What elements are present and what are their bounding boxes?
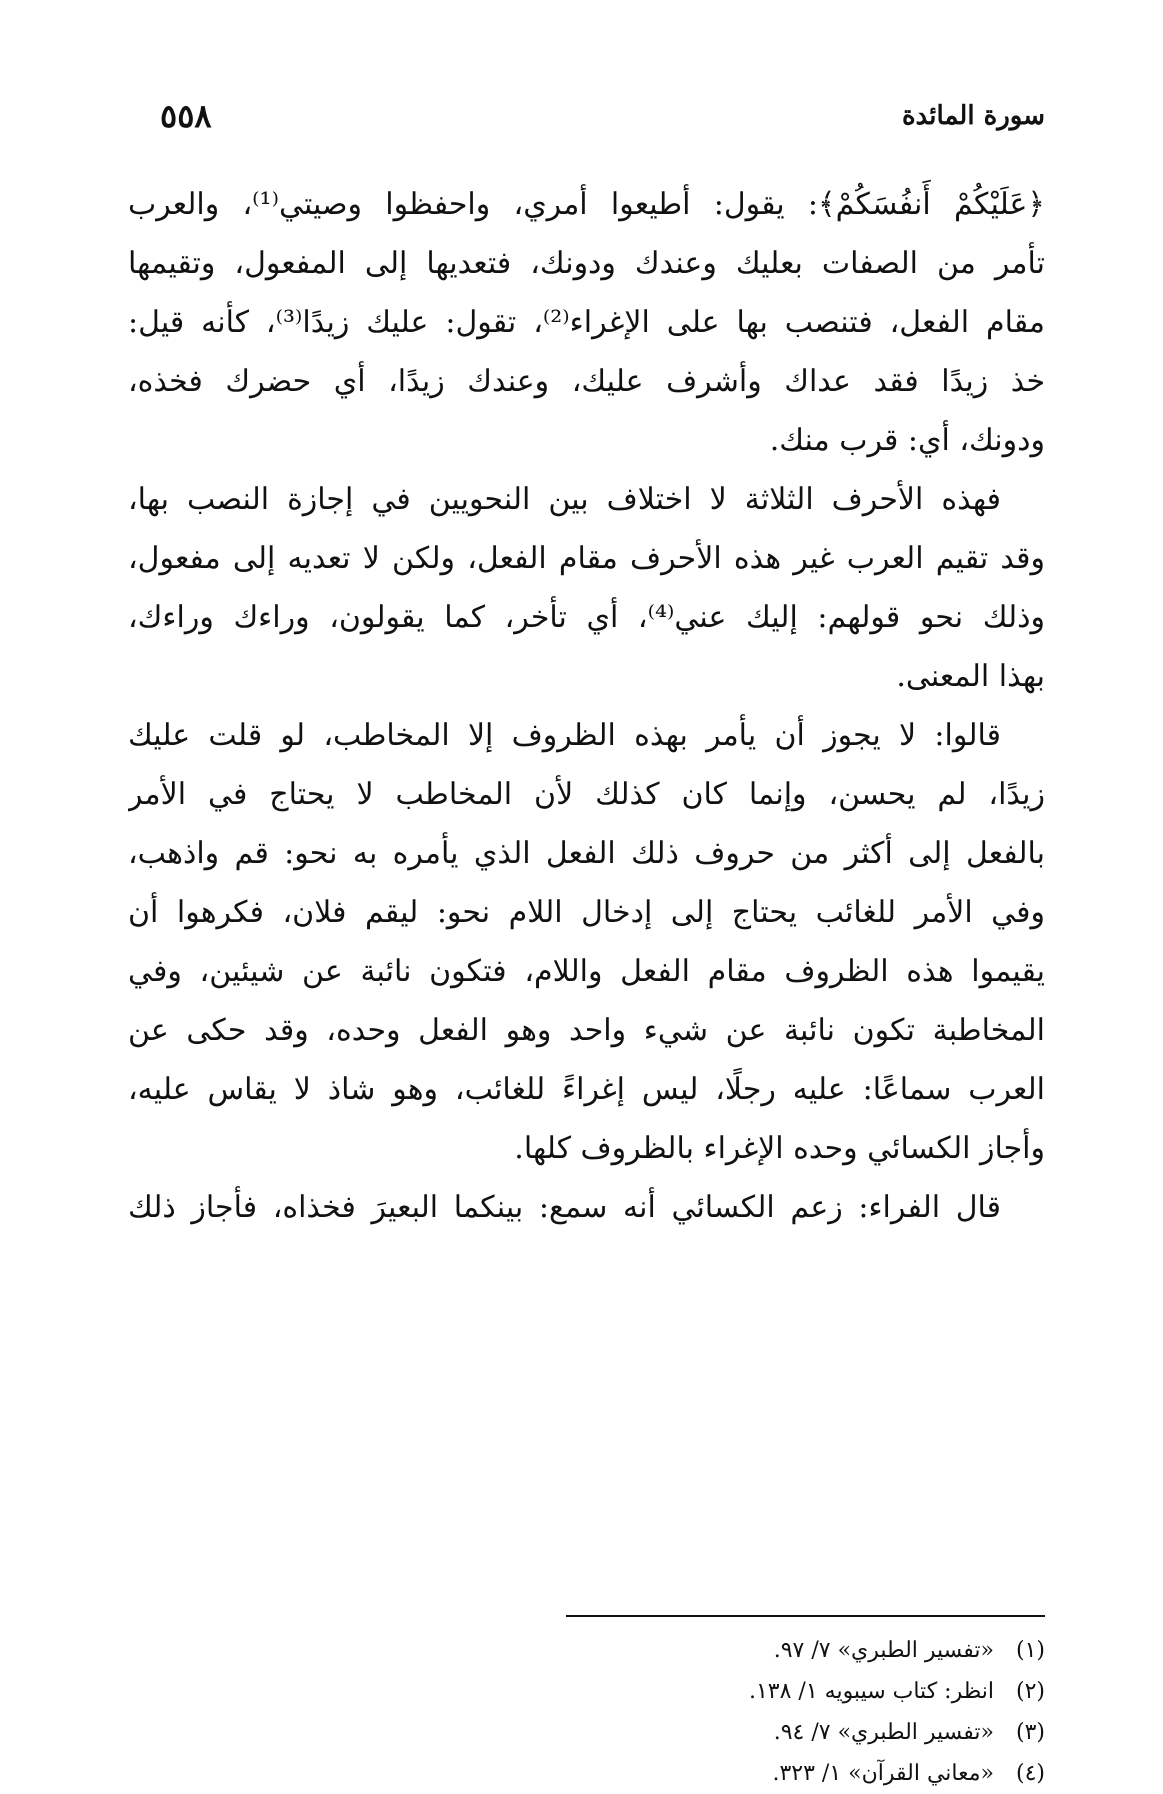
footnote-number: (٣) — [1015, 1720, 1045, 1745]
text-line: مقام الفعل، فتنصب بها على الإغراء⁽²⁾، تقول: عليك زيدًا⁽³⁾، كأنه قيل: — [128, 305, 1045, 340]
text-line: العرب سماعًا: عليه رجلًا، ليس إغراءً للغائب، وهو شاذ لا يقاس عليه، — [128, 1072, 1045, 1107]
text-line: ﴿عَلَيْكُمْ أَنفُسَكُمْ﴾: يقول: أطيعوا أمري، واحفظوا وصيتي⁽¹⁾، والعرب — [128, 187, 1045, 222]
page-header — [160, 96, 1045, 140]
text-line: تأمر من الصفات بعليك وعندك ودونك، فتعديها إلى المفعول، وتقيمها — [128, 246, 1045, 281]
body-text — [128, 175, 1045, 1237]
text-line: المخاطبة تكون نائبة عن شيء واحد وهو الفعل وحده، وقد حكى عن — [128, 1013, 1045, 1048]
footnote-item — [560, 1753, 1045, 1794]
text-line: قال الفراء: زعم الكسائي أنه سمع: بينكما البعيرَ فخذاه، فأجاز ذلك — [128, 1190, 1001, 1225]
text-line: وقد تقيم العرب غير هذه الأحرف مقام الفعل، ولكن لا تعديه إلى مفعول، — [128, 541, 1045, 576]
running-title: سورة المائدة — [901, 101, 1045, 131]
footnotes — [560, 1630, 1045, 1794]
footnote-number: (٤) — [1015, 1761, 1045, 1786]
text-line: وأجاز الكسائي وحده الإغراء بالظروف كلها. — [514, 1131, 1045, 1166]
footnote-text: «معاني القرآن» ١/ ٣٢٣. — [772, 1761, 994, 1786]
text-line: خذ زيدًا فقد عداك وأشرف عليك، وعندك زيدًا، أي حضرك فخذه، — [128, 364, 1045, 399]
text-line: زيدًا، لم يحسن، وإنما كان كذلك لأن المخاطب لا يحتاج في الأمر — [128, 777, 1045, 812]
footnote-item — [560, 1630, 1045, 1671]
text-line: بالفعل إلى أكثر من حروف ذلك الفعل الذي يأمره به نحو: قم واذهب، — [128, 836, 1045, 871]
footnote-number: (١) — [1015, 1638, 1045, 1663]
text-line: يقيموا هذه الظروف مقام الفعل واللام، فتكون نائبة عن شيئين، وفي — [128, 954, 1045, 989]
footnote-item — [560, 1671, 1045, 1712]
footnote-text: «تفسير الطبري» ٧/ ٩٧. — [773, 1638, 994, 1663]
footnote-number: (٢) — [1015, 1679, 1045, 1704]
text-line: ودونك، أي: قرب منك. — [769, 423, 1045, 458]
text-line: وذلك نحو قولهم: إليك عني⁽⁴⁾، أي تأخر، كما يقولون، وراءك وراءك، — [128, 600, 1045, 635]
footnote-text: انظر: كتاب سيبويه ١/ ١٣٨. — [748, 1679, 994, 1704]
text-line: وفي الأمر للغائب يحتاج إلى إدخال اللام نحو: ليقم فلان، فكرهوا أن — [128, 895, 1045, 930]
footnote-separator — [566, 1615, 1045, 1617]
footnote-text: «تفسير الطبري» ٧/ ٩٤. — [773, 1720, 994, 1745]
page-number: ٥٥٨ — [160, 97, 212, 135]
footnote-item — [560, 1712, 1045, 1753]
text-line: فهذه الأحرف الثلاثة لا اختلاف بين النحويين في إجازة النصب بها، — [128, 482, 1001, 517]
text-line: بهذا المعنى. — [896, 659, 1045, 694]
text-line: قالوا: لا يجوز أن يأمر بهذه الظروف إلا المخاطب، لو قلت عليك — [128, 718, 1001, 753]
